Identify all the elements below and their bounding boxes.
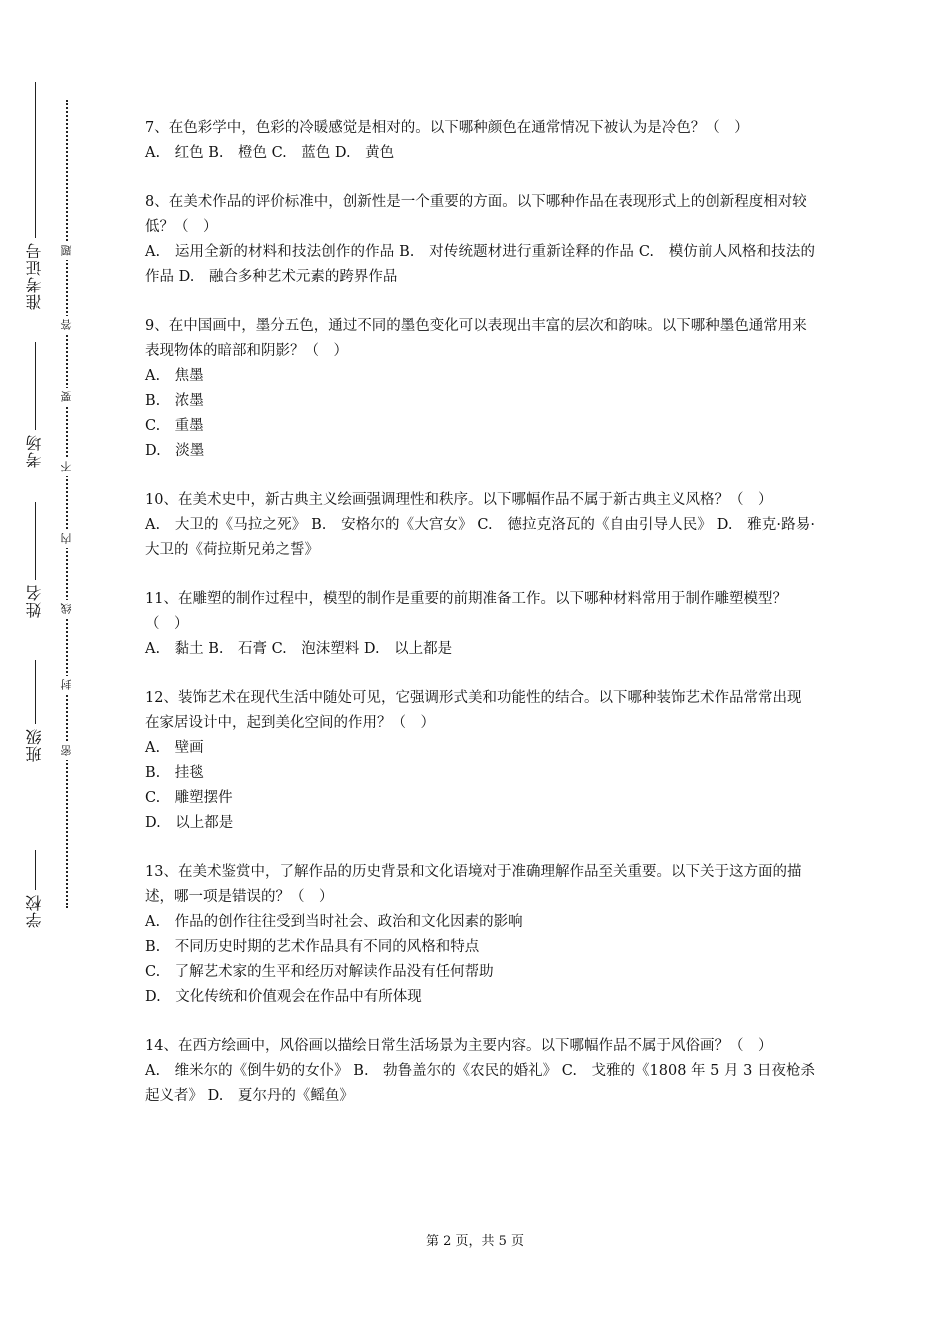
question-stem: 9、在中国画中，墨分五色，通过不同的墨色变化可以表现出丰富的层次和韵味。以下哪种墨色通常用来表现物体的暗部和阴影？（ ） — [145, 318, 807, 359]
field-label-name: 姓名 — [25, 584, 44, 618]
field-line — [35, 342, 36, 430]
question-option-b: B. 不同历史时期的艺术作品具有不同的风格和特点 — [145, 939, 480, 955]
seal-char: 线 — [58, 600, 76, 618]
question-option-a: A. 焦墨 — [145, 368, 204, 384]
field-line — [35, 82, 36, 238]
seal-char: 要 — [58, 388, 76, 406]
question-stem: 8、在美术作品的评价标准中，创新性是一个重要的方面。以下哪种作品在表现形式上的创新程度相对较低？（ ） — [145, 194, 807, 235]
question-options: A. 维米尔的《倒牛奶的女仆》 B. 勃鲁盖尔的《农民的婚礼》 C. 戈雅的《1808 年 5 月 3 日夜枪杀起义者》 D. 夏尔丹的《鳐鱼》 — [145, 1063, 815, 1104]
field-label-exam-id: 准考证号 — [25, 242, 44, 310]
page-number-footer: 第 2 页，共 5 页 — [425, 1234, 525, 1249]
field-school — [18, 850, 52, 932]
question-12 — [145, 686, 815, 836]
field-class — [18, 660, 52, 766]
question-option-b: B. 浓墨 — [145, 393, 204, 409]
question-option-a: A. 壁画 — [145, 740, 204, 756]
question-stem: 14、在西方绘画中，风俗画以描绘日常生活场景为主要内容。以下哪幅作品不属于风俗画？（ ） — [145, 1038, 773, 1054]
seal-char: 内 — [58, 530, 76, 548]
exam-info-fields — [18, 82, 52, 932]
question-option-c: C. 了解艺术家的生平和经历对解读作品没有任何帮助 — [145, 964, 494, 980]
seal-char: 封 — [58, 676, 76, 694]
question-options: A. 黏土 B. 石膏 C. 泡沫塑料 D. 以上都是 — [145, 641, 453, 657]
field-label-venue: 考场 — [25, 434, 44, 468]
question-option-c: C. 重墨 — [145, 418, 204, 434]
question-stem: 11、在雕塑的制作过程中，模型的制作是重要的前期准备工作。以下哪种材料常用于制作雕塑模型？（ ） — [145, 591, 787, 632]
field-label-class: 班级 — [25, 728, 44, 762]
seal-char: 答 — [58, 316, 76, 334]
field-venue — [18, 342, 52, 472]
question-stem: 13、在美术鉴赏中，了解作品的历史背景和文化语境对于准确理解作品至关重要。以下关于这方面的描述，哪一项是错误的？（ ） — [145, 864, 802, 905]
field-exam-id — [18, 82, 52, 314]
question-option-c: C. 雕塑摆件 — [145, 790, 233, 806]
question-option-b: B. 挂毯 — [145, 765, 204, 781]
field-label-school: 学校 — [25, 894, 44, 928]
question-options: A. 运用全新的材料和技法创作的作品 B. 对传统题材进行重新诠释的作品 C. 模仿前人风格和技法的作品 D. 融合多种艺术元素的跨界作品 — [145, 244, 815, 285]
seal-dotted-line — [66, 100, 70, 908]
question-list — [145, 116, 815, 1133]
field-line — [35, 850, 36, 890]
question-option-a: A. 作品的创作往往受到当时社会、政治和文化因素的影响 — [145, 914, 523, 930]
question-11 — [145, 587, 815, 662]
question-stem: 10、在美术史中，新古典主义绘画强调理性和秩序。以下哪幅作品不属于新古典主义风格？（ ） — [145, 492, 773, 508]
question-stem: 7、在色彩学中，色彩的冷暖感觉是相对的。以下哪种颜色在通常情况下被认为是冷色？（ ） — [145, 120, 749, 136]
question-stem: 12、装饰艺术在现代生活中随处可见，它强调形式美和功能性的结合。以下哪种装饰艺术作品常常出现在家居设计中，起到美化空间的作用？（ ） — [145, 690, 802, 731]
question-options: A. 大卫的《马拉之死》 B. 安格尔的《大宫女》 C. 德拉克洛瓦的《自由引导人民》 D. 雅克·路易·大卫的《荷拉斯兄弟之誓》 — [145, 517, 815, 558]
question-9 — [145, 314, 815, 464]
question-8 — [145, 190, 815, 290]
question-10 — [145, 488, 815, 563]
question-option-d: D. 文化传统和价值观会在作品中有所体现 — [145, 989, 422, 1005]
question-14 — [145, 1034, 815, 1109]
field-line — [35, 660, 36, 724]
question-13 — [145, 860, 815, 1010]
field-name — [18, 502, 52, 622]
seal-char: 题 — [58, 242, 76, 260]
question-7 — [145, 116, 815, 166]
field-line — [35, 502, 36, 580]
question-options: A. 红色 B. 橙色 C. 蓝色 D. 黄色 — [145, 145, 395, 161]
seal-char: 密 — [58, 742, 76, 760]
question-option-d: D. 以上都是 — [145, 815, 234, 831]
question-option-d: D. 淡墨 — [145, 443, 205, 459]
seal-char: 不 — [58, 458, 76, 476]
